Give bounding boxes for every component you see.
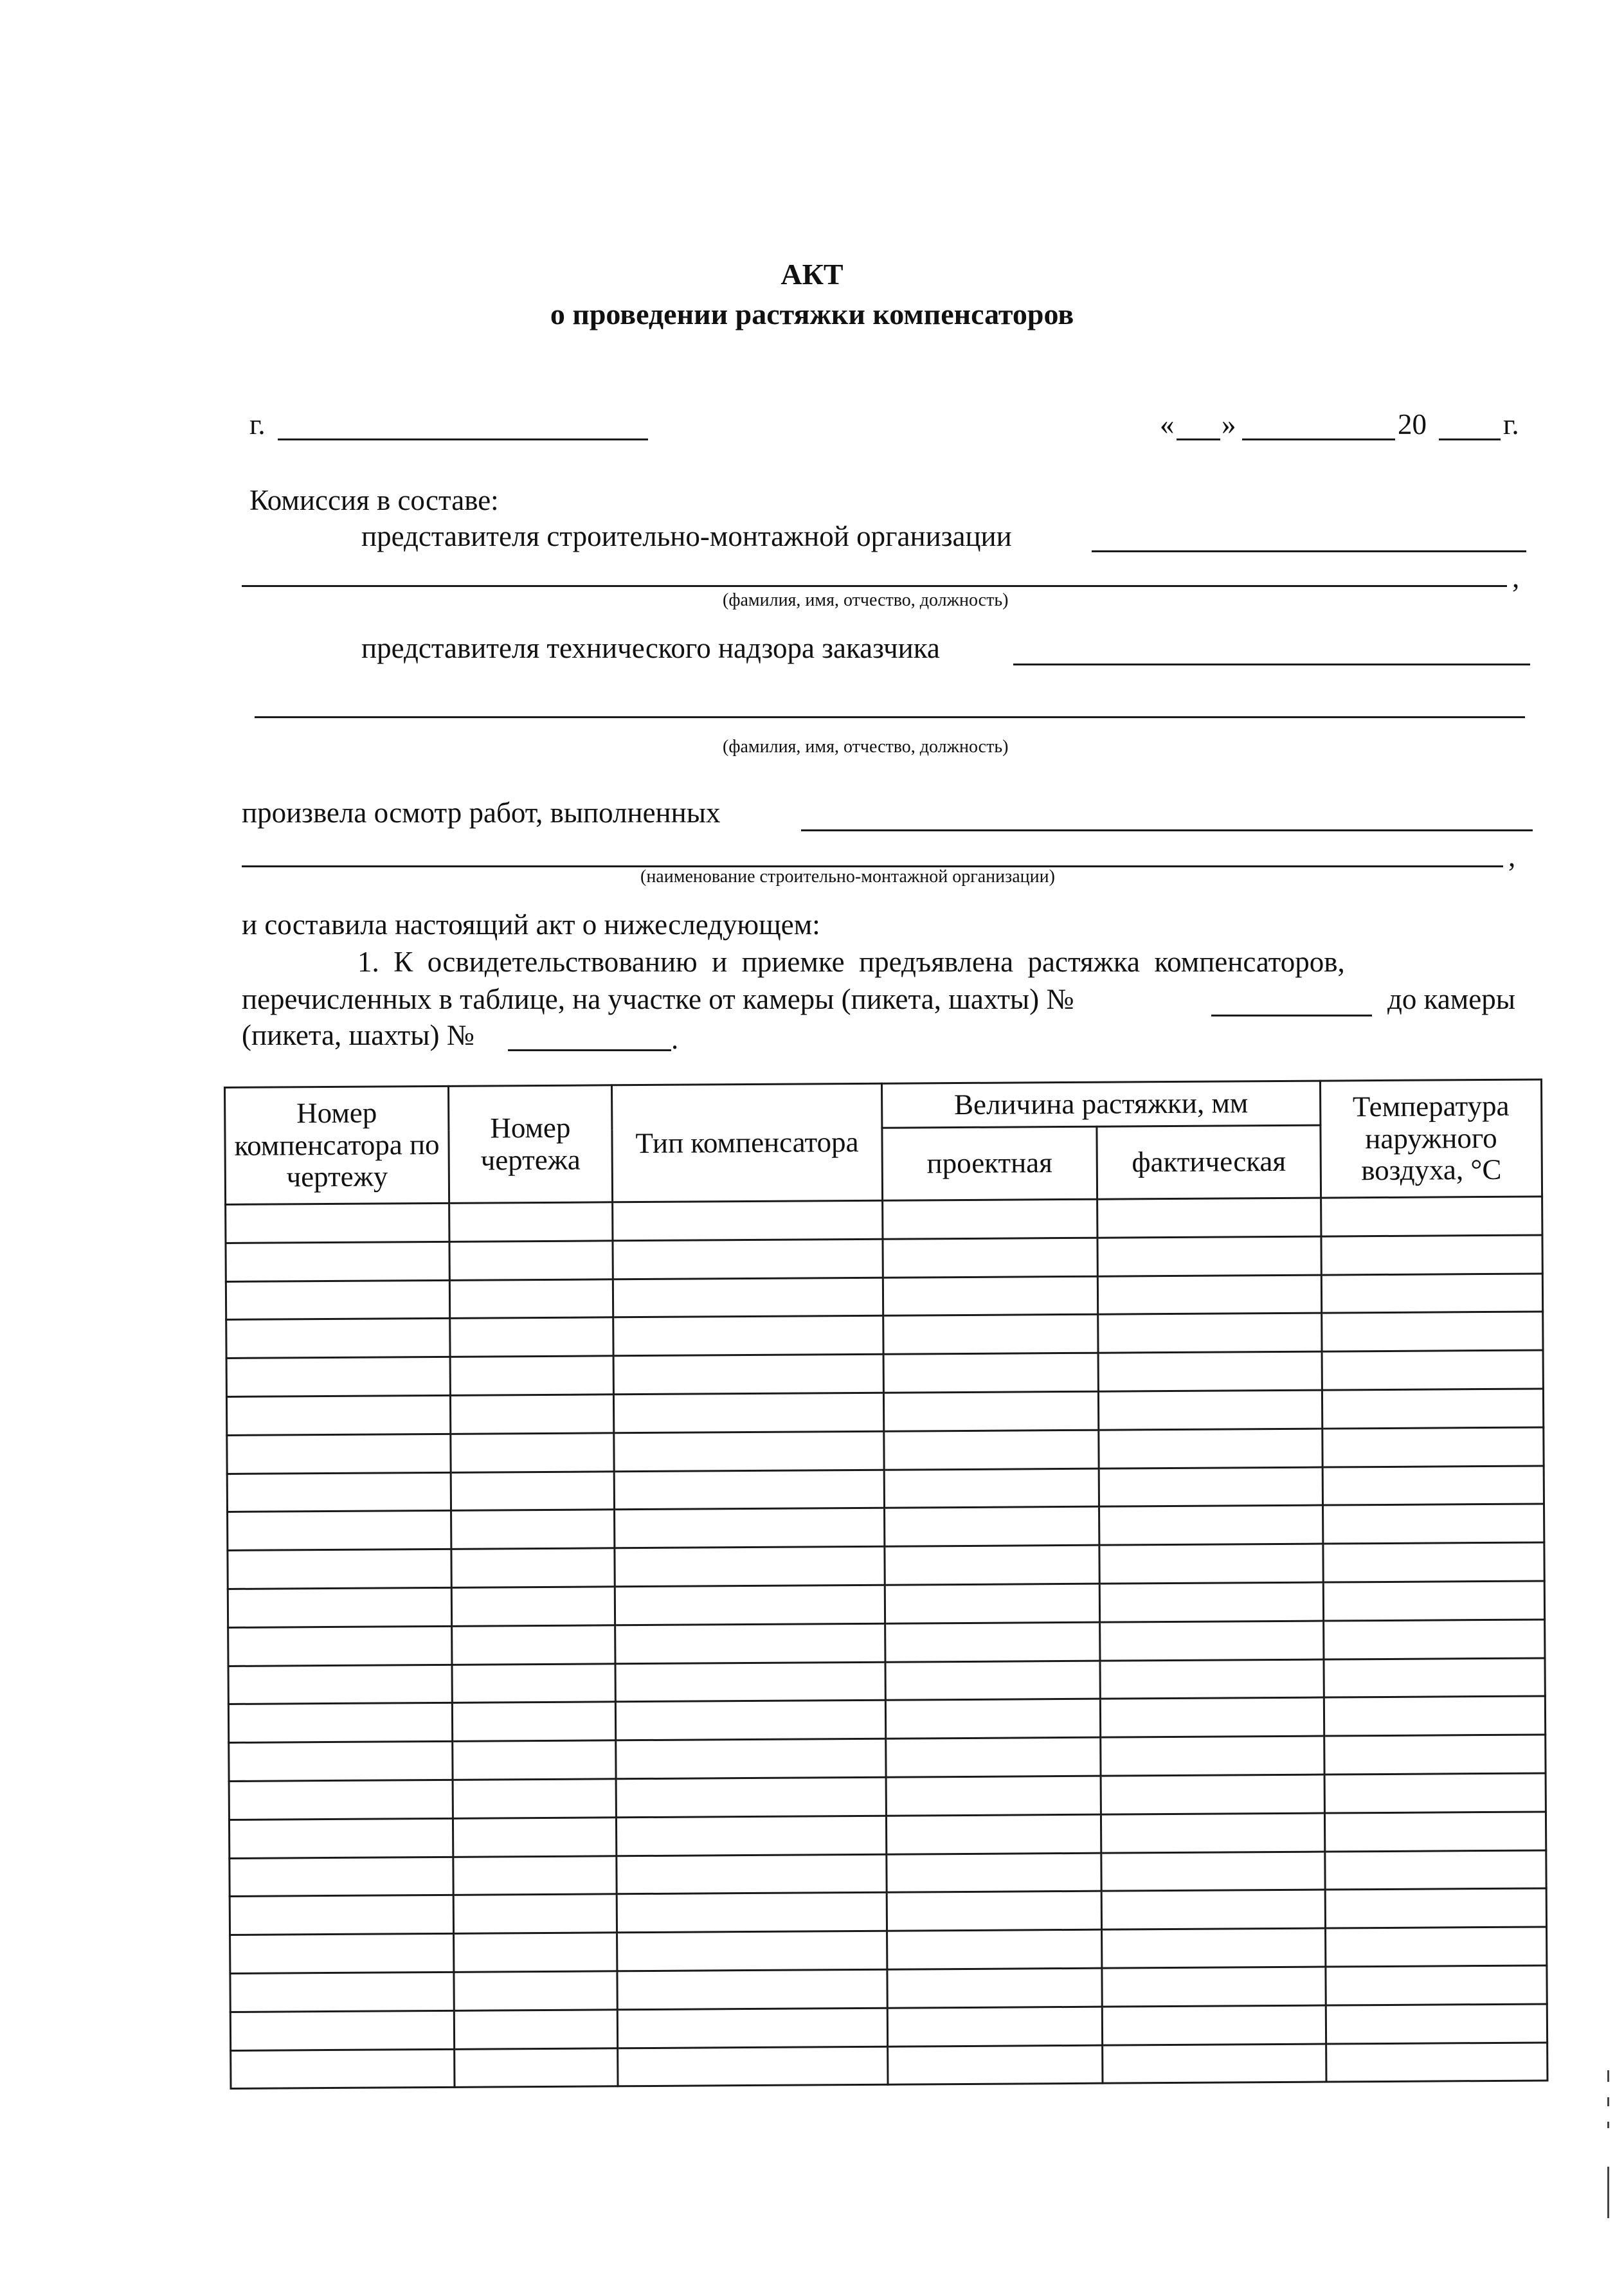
table-cell[interactable]	[617, 1969, 887, 2009]
date-day-field[interactable]	[1177, 438, 1220, 440]
table-cell[interactable]	[1101, 1890, 1325, 1929]
table-cell[interactable]	[229, 1780, 453, 1820]
table-cell[interactable]	[883, 1391, 1098, 1431]
table-cell[interactable]	[885, 1507, 1099, 1547]
table-cell[interactable]	[451, 1471, 614, 1510]
table-cell[interactable]	[885, 1699, 1100, 1739]
col-stretch-design: проектная	[882, 1126, 1097, 1200]
table-cell[interactable]	[231, 2049, 455, 2089]
table-cell[interactable]	[887, 1853, 1101, 1893]
table-cell[interactable]	[230, 2010, 454, 2050]
table-cell[interactable]	[226, 1203, 449, 1243]
table-cell[interactable]	[1322, 1466, 1544, 1506]
table-cell[interactable]	[613, 1239, 883, 1279]
table-cell[interactable]	[613, 1278, 883, 1317]
table-cell[interactable]	[453, 1894, 617, 1933]
table-cell[interactable]	[617, 1893, 887, 1933]
caption-fio-2: (фамилия, имя, отчество, должность)	[723, 737, 1009, 757]
table-cell[interactable]	[1322, 1312, 1543, 1351]
table-cell[interactable]	[450, 1317, 613, 1357]
date-year-suffix: г.	[1503, 408, 1519, 440]
rep-supervision-field[interactable]	[1013, 664, 1530, 665]
table-cell[interactable]	[886, 1776, 1101, 1816]
table-cell[interactable]	[1098, 1351, 1322, 1391]
table-cell[interactable]	[615, 1508, 885, 1548]
table-cell[interactable]	[228, 1703, 452, 1743]
table-cell[interactable]	[615, 1623, 885, 1663]
table-cell[interactable]	[613, 1354, 883, 1394]
table-cell[interactable]	[617, 1854, 887, 1894]
rep-construction-label: представителя строительно-монтажной организации	[361, 520, 1012, 552]
table-cell[interactable]	[1323, 1542, 1544, 1582]
table-cell[interactable]	[453, 1740, 616, 1780]
table-cell[interactable]	[227, 1434, 451, 1474]
table-body	[226, 1197, 1547, 2089]
col-compensator-type: Тип компенсатора	[611, 1083, 882, 1202]
table-cell[interactable]	[887, 1892, 1101, 1931]
table-cell[interactable]	[454, 2010, 617, 2049]
table-cell[interactable]	[613, 1316, 883, 1356]
table-cell[interactable]	[613, 1393, 883, 1432]
table-cell[interactable]	[1102, 1928, 1326, 1968]
item1-line1: 1. К освидетельствованию и приемке предъявлена растяжка компенсаторов,	[357, 946, 1345, 978]
document-subtitle: о проведении растяжки компенсаторов	[550, 298, 1074, 330]
table-cell[interactable]	[886, 1814, 1101, 1854]
table-row	[231, 2042, 1547, 2088]
table-cell[interactable]	[452, 1663, 615, 1702]
table-cell[interactable]	[1097, 1236, 1321, 1276]
table-cell[interactable]	[1098, 1313, 1322, 1353]
table-cell[interactable]	[614, 1470, 884, 1510]
table-cell[interactable]	[1099, 1544, 1323, 1584]
table-cell[interactable]	[1324, 1620, 1545, 1659]
table-cell[interactable]	[1326, 2042, 1547, 2082]
table-cell[interactable]	[1324, 1773, 1546, 1813]
table-cell[interactable]	[228, 1626, 452, 1666]
table-cell[interactable]	[885, 1622, 1100, 1662]
table-cell[interactable]	[1325, 1850, 1546, 1890]
item1-period: .	[671, 1023, 679, 1055]
table-cell[interactable]	[1323, 1504, 1544, 1544]
table-cell[interactable]	[1102, 2005, 1326, 2045]
table-cell[interactable]	[1097, 1275, 1321, 1315]
table-cell[interactable]	[451, 1510, 615, 1549]
rep-supervision-field-2[interactable]	[255, 716, 1525, 718]
table-cell[interactable]	[1101, 1852, 1325, 1892]
table-cell[interactable]	[1324, 1812, 1546, 1852]
item1-line3: (пикета, шахты) №	[242, 1019, 474, 1051]
table-cell[interactable]	[230, 1933, 454, 1973]
table-cell[interactable]	[1100, 1621, 1324, 1661]
scan-mark	[1607, 2097, 1609, 2106]
rep-construction-comma: ,	[1512, 561, 1520, 593]
table-cell[interactable]	[454, 1933, 617, 1972]
rep-construction-field[interactable]	[1092, 550, 1526, 552]
table-cell[interactable]	[888, 2045, 1103, 2085]
table-cell[interactable]	[455, 2048, 618, 2087]
col-stretch-group: Величина растяжки, мм	[881, 1081, 1320, 1128]
table-cell[interactable]	[1322, 1350, 1543, 1390]
table-cell[interactable]	[230, 1972, 454, 2012]
table-cell[interactable]	[452, 1702, 615, 1741]
table-cell[interactable]	[1097, 1198, 1321, 1238]
date-close-quote: »	[1222, 408, 1236, 440]
table-cell[interactable]	[451, 1548, 615, 1587]
table-cell[interactable]	[883, 1315, 1098, 1355]
caption-org: (наименование строительно-монтажной организации)	[640, 867, 1055, 887]
table-cell[interactable]	[228, 1587, 451, 1627]
table-cell[interactable]	[885, 1584, 1099, 1623]
table-cell[interactable]	[1099, 1429, 1322, 1468]
table-cell[interactable]	[613, 1200, 883, 1240]
table-cell[interactable]	[1099, 1505, 1323, 1545]
table-cell[interactable]	[452, 1625, 615, 1665]
table-cell[interactable]	[451, 1587, 615, 1626]
table-cell[interactable]	[883, 1238, 1097, 1278]
item1-from-field[interactable]	[1211, 1015, 1372, 1016]
table-cell[interactable]	[228, 1511, 451, 1551]
city-prefix: г.	[249, 408, 266, 440]
rep-construction-field-2[interactable]	[242, 585, 1507, 587]
table-cell[interactable]	[454, 1971, 617, 2010]
table-cell[interactable]	[228, 1665, 452, 1704]
table-cell[interactable]	[1103, 2044, 1326, 2084]
col-stretch-actual: фактическая	[1097, 1125, 1321, 1199]
table-cell[interactable]	[228, 1549, 451, 1589]
date-year-prefix: 20	[1398, 408, 1427, 440]
table-cell[interactable]	[229, 1818, 453, 1858]
table-cell[interactable]	[615, 1662, 885, 1702]
table-cell[interactable]	[1102, 1967, 1326, 2007]
inspection-label: произвела осмотр работ, выполненных	[242, 797, 721, 829]
table-cell[interactable]	[230, 1895, 453, 1935]
table-cell[interactable]	[226, 1395, 450, 1435]
table-cell[interactable]	[1325, 1888, 1546, 1928]
table-cell[interactable]	[1099, 1467, 1322, 1507]
table-cell[interactable]	[617, 1931, 887, 1971]
table-cell[interactable]	[1101, 1813, 1324, 1853]
scan-mark	[1607, 2070, 1609, 2082]
rep-supervision-label: представителя технического надзора заказчика	[361, 632, 940, 664]
table-cell[interactable]	[883, 1199, 1097, 1239]
table-cell[interactable]	[1324, 1658, 1545, 1698]
table-cell[interactable]	[226, 1280, 449, 1320]
table-cell[interactable]	[1321, 1274, 1542, 1314]
table-cell[interactable]	[1322, 1389, 1543, 1429]
table-cell[interactable]	[887, 1968, 1102, 2008]
item1-line2-a: перечисленных в таблице, на участке от камеры (пикета, шахты) №	[242, 983, 1074, 1015]
table-cell[interactable]	[226, 1357, 450, 1397]
table-cell[interactable]	[1324, 1696, 1545, 1736]
table-cell[interactable]	[618, 2046, 888, 2086]
table-cell[interactable]	[1321, 1235, 1542, 1275]
table-cell[interactable]	[453, 1818, 616, 1857]
table-cell[interactable]	[884, 1430, 1099, 1470]
scan-mark	[1607, 2167, 1609, 2218]
table-cell[interactable]	[886, 1737, 1101, 1777]
col-air-temperature: Температура наружного воздуха, °С	[1320, 1079, 1542, 1198]
table-cell[interactable]	[1099, 1582, 1323, 1622]
caption-fio-1: (фамилия, имя, отчество, должность)	[723, 590, 1009, 610]
document-title: АКТ	[780, 258, 844, 291]
table-cell[interactable]	[1100, 1697, 1324, 1737]
table-cell[interactable]	[615, 1701, 885, 1740]
commission-intro: Комиссия в составе:	[249, 484, 499, 516]
table-cell[interactable]	[616, 1739, 886, 1778]
col-compensator-number: Номер компенсатора по чертежу	[225, 1086, 449, 1204]
table-cell[interactable]	[884, 1468, 1099, 1508]
table-cell[interactable]	[226, 1319, 450, 1359]
table-cell[interactable]	[1326, 1927, 1547, 1967]
city-field[interactable]	[278, 438, 648, 440]
table-cell[interactable]	[451, 1433, 614, 1472]
table-cell[interactable]	[615, 1585, 885, 1625]
table-cell[interactable]	[1322, 1427, 1544, 1467]
table-cell[interactable]	[887, 2007, 1102, 2046]
col-drawing-number: Номер чертежа	[449, 1085, 613, 1204]
item1-to-field[interactable]	[508, 1049, 671, 1051]
table-cell[interactable]	[227, 1472, 451, 1512]
compensator-table	[224, 1078, 1549, 2090]
table-cell[interactable]	[226, 1242, 449, 1281]
table-cell[interactable]	[1098, 1390, 1322, 1430]
table-cell[interactable]	[450, 1395, 613, 1434]
date-open-quote: «	[1160, 408, 1175, 440]
table-cell[interactable]	[453, 1779, 616, 1818]
table-cell[interactable]	[1100, 1659, 1324, 1699]
conclusion-intro: и составила настоящий акт о нижеследующем:	[242, 908, 820, 941]
inspection-org-field[interactable]	[801, 829, 1533, 831]
table-cell[interactable]	[450, 1356, 613, 1395]
table-cell[interactable]	[1323, 1581, 1544, 1621]
table-cell[interactable]	[614, 1431, 884, 1471]
item1-line2-b: до камеры	[1387, 983, 1515, 1015]
table-cell[interactable]	[885, 1545, 1099, 1585]
table-cell[interactable]	[887, 1929, 1102, 1969]
date-month-field[interactable]	[1242, 438, 1395, 440]
table-cell[interactable]	[615, 1546, 885, 1586]
table-cell[interactable]	[885, 1661, 1100, 1701]
table-cell[interactable]	[230, 1857, 453, 1897]
table-cell[interactable]	[449, 1202, 613, 1242]
table-cell[interactable]	[883, 1353, 1098, 1393]
table-cell[interactable]	[616, 1777, 886, 1817]
table-cell[interactable]	[617, 2008, 887, 2048]
table-cell[interactable]	[229, 1742, 453, 1782]
inspection-comma: ,	[1508, 840, 1516, 872]
table-cell[interactable]	[1326, 2004, 1547, 2044]
table-cell[interactable]	[1101, 1775, 1324, 1814]
table-cell[interactable]	[1321, 1197, 1542, 1236]
table-cell[interactable]	[449, 1279, 613, 1318]
table-cell[interactable]	[883, 1276, 1097, 1316]
table-cell[interactable]	[453, 1856, 617, 1895]
table-cell[interactable]	[449, 1241, 613, 1280]
table-cell[interactable]	[1326, 1965, 1547, 2005]
scan-mark	[1607, 2122, 1609, 2128]
table-cell[interactable]	[1101, 1736, 1324, 1776]
table-cell[interactable]	[616, 1816, 886, 1856]
table-cell[interactable]	[1324, 1735, 1546, 1775]
date-year-field[interactable]	[1439, 438, 1501, 440]
